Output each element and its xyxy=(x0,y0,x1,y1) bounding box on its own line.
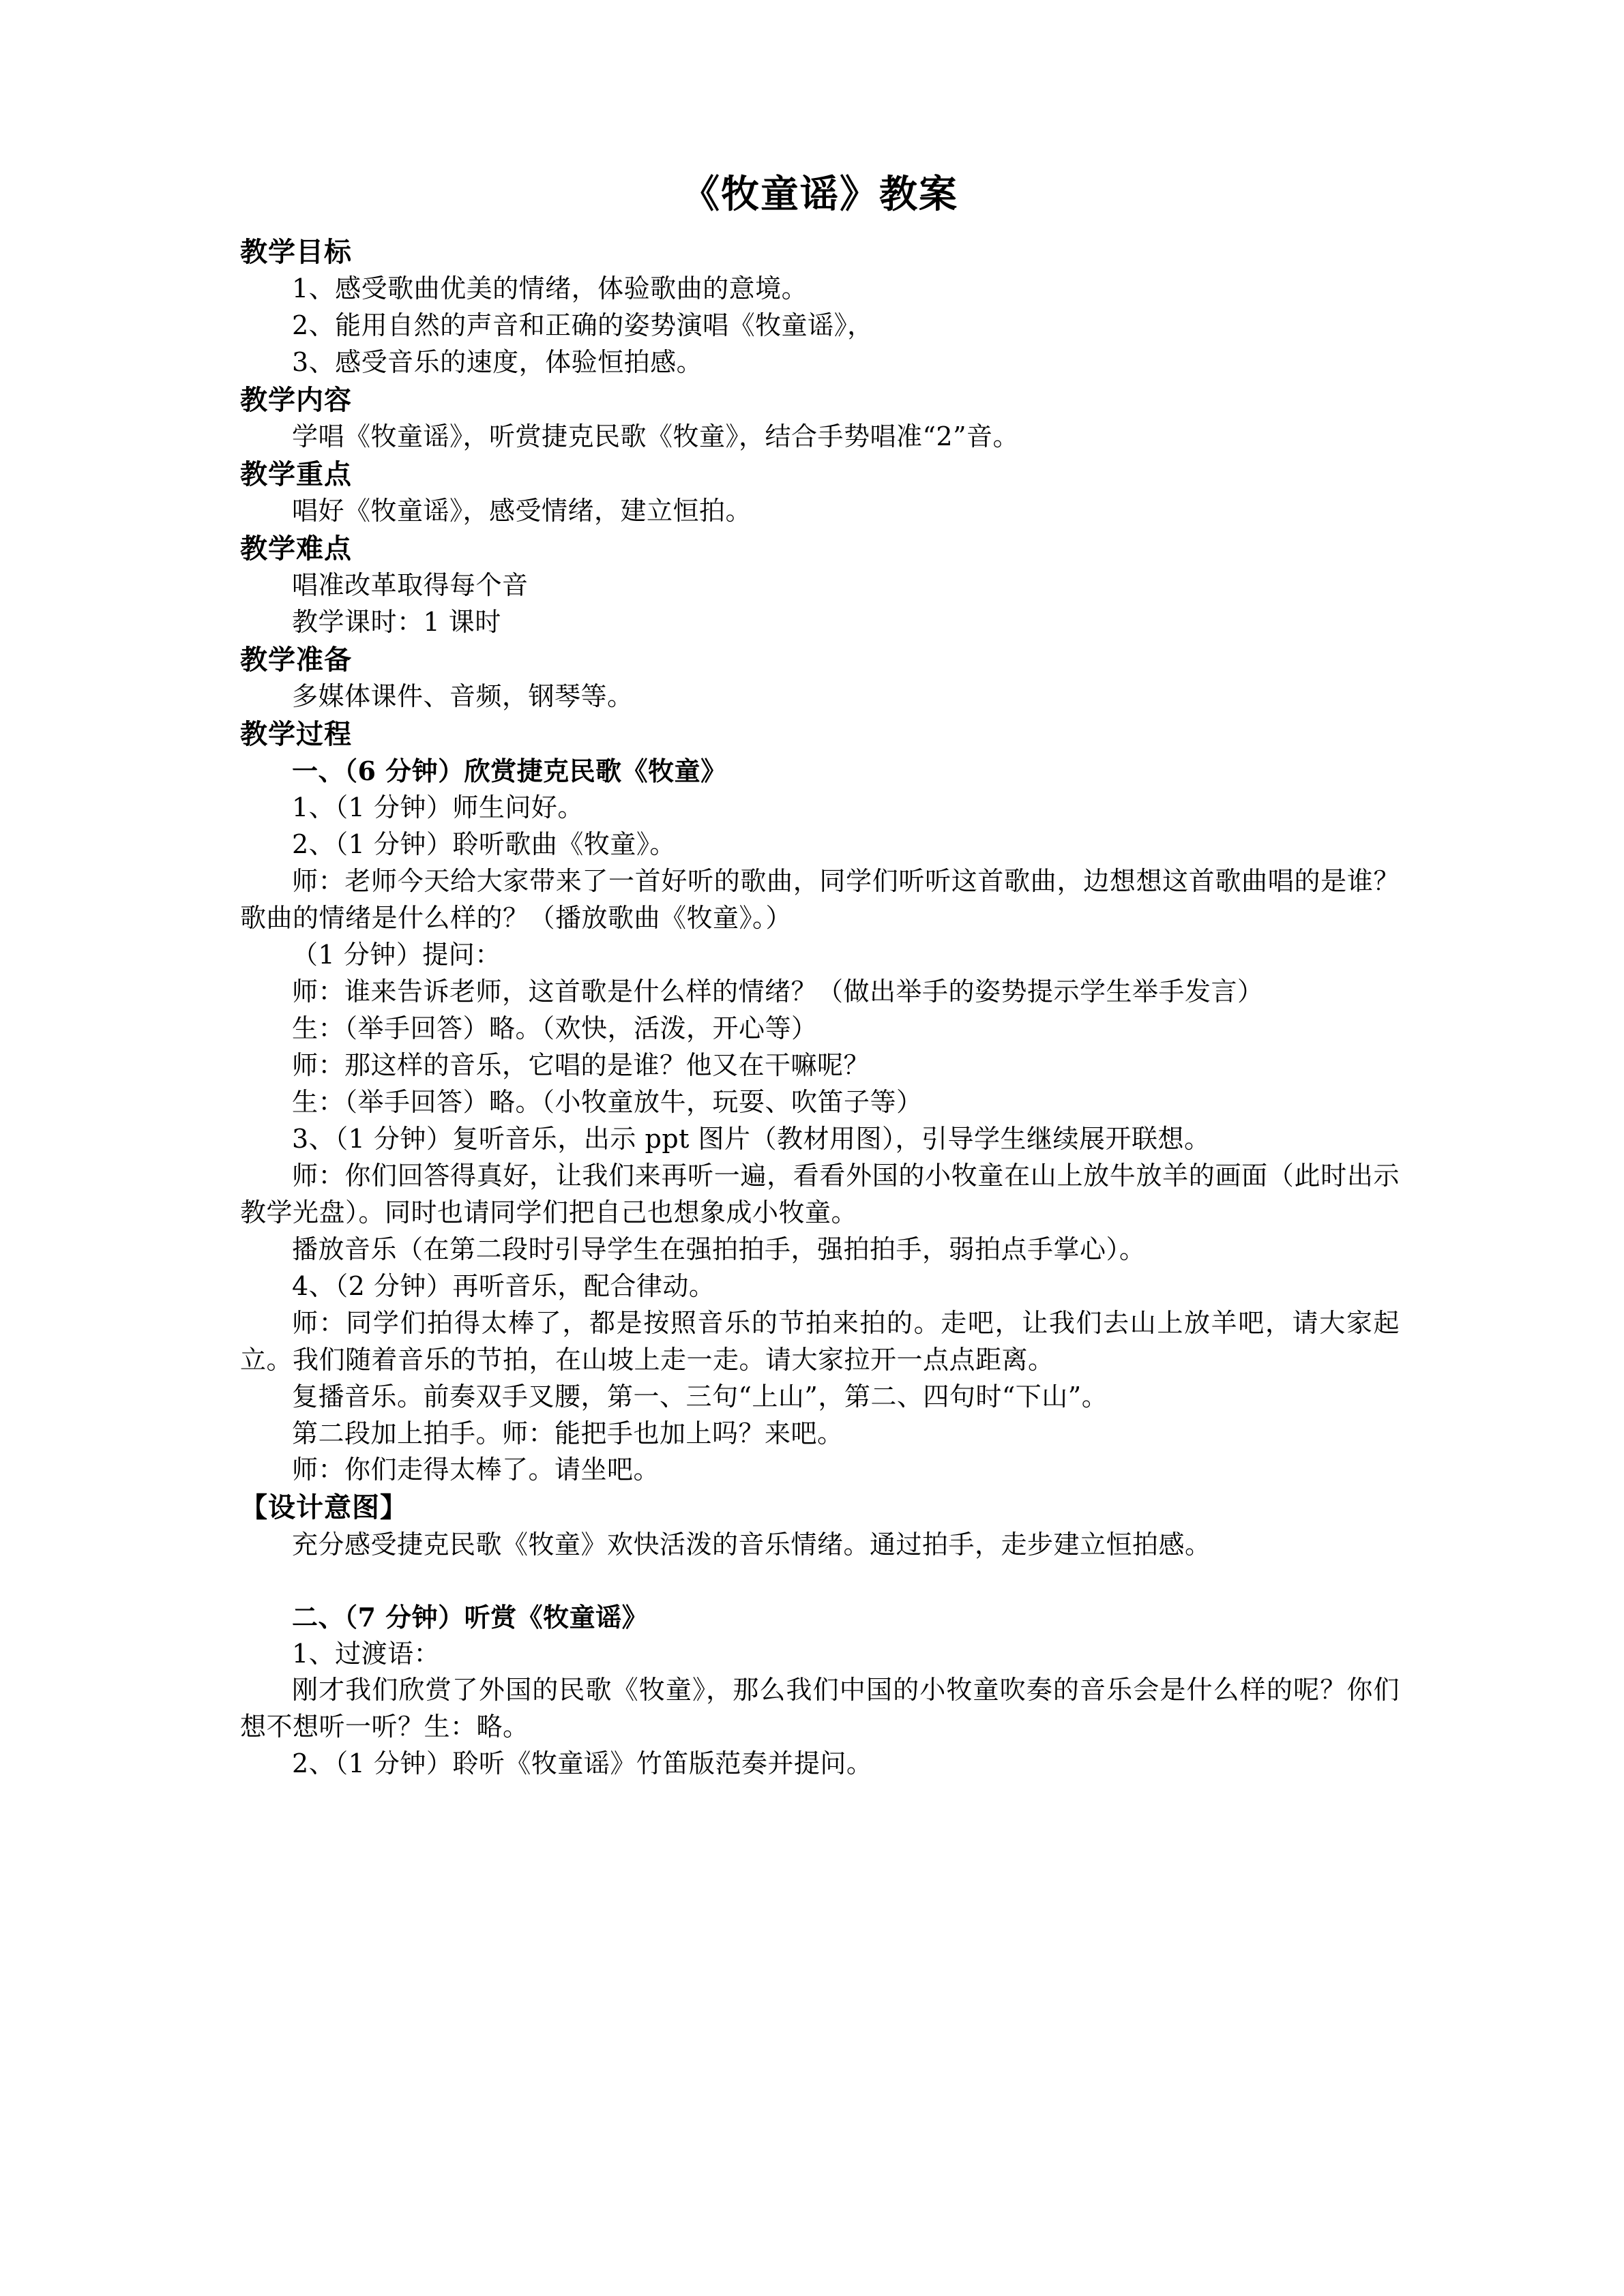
body-paragraph: 生：（举手回答）略。（小牧童放牛，玩耍、吹笛子等） xyxy=(292,1086,923,1117)
page-title: 《牧童谣》教案 xyxy=(681,172,958,217)
section-heading: 教学内容 xyxy=(240,383,352,416)
body-paragraph: 师：你们走得太棒了。请坐吧。 xyxy=(292,1455,660,1485)
body-paragraph: 师：你们回答得真好，让我们来再听一遍，看看外国的小牧童在山上放牛放羊的画面（此时出示教学光盘）。同时也请同学们把自己也想象成小牧童。 xyxy=(240,1160,1400,1227)
body-paragraph: 2、能用自然的声音和正确的姿势演唱《牧童谣》， xyxy=(292,310,874,340)
body-paragraph: 师：老师今天给大家带来了一首好听的歌曲，同学们听听这首歌曲，边想想这首歌曲唱的是谁？歌曲的情绪是什么样的？（播放歌曲《牧童》。） xyxy=(240,866,1400,934)
body-paragraph: 复播音乐。前奏双手叉腰，第一、三句“上山”，第二、四句时“下山”。 xyxy=(292,1381,1108,1412)
body-paragraph: 3、感受音乐的速度，体验恒拍感。 xyxy=(292,346,703,377)
body-paragraph: 唱准改革取得每个音 xyxy=(292,570,529,601)
body-paragraph: 师：那这样的音乐，它唱的是谁？他又在干嘛呢？ xyxy=(292,1049,870,1080)
body-paragraph: 教学课时：1 课时 xyxy=(292,607,501,638)
section-heading: 教学目标 xyxy=(240,235,352,268)
body-paragraph: 3、（1 分钟）复听音乐，出示 ppt 图片（教材用图），引导学生继续展开联想。 xyxy=(292,1123,1211,1154)
section-heading: 教学重点 xyxy=(240,458,352,490)
body-paragraph: 多媒体课件、音频，钢琴等。 xyxy=(292,681,634,712)
section-heading: 【设计意图】 xyxy=(240,1491,408,1524)
body-paragraph: 生：（举手回答）略。（欢快，活泼，开心等） xyxy=(292,1013,818,1044)
body-paragraph: 1、（1 分钟）师生问好。 xyxy=(292,792,584,823)
body-paragraph: （1 分钟）提问： xyxy=(292,940,501,970)
body-paragraph: 充分感受捷克民歌《牧童》欢快活泼的音乐情绪。通过拍手，走步建立恒拍感。 xyxy=(292,1529,1211,1560)
subsection-heading: 一、（6 分钟）欣赏捷克民歌《牧童》 xyxy=(292,756,727,787)
document-body xyxy=(240,233,1400,1783)
section-heading: 教学过程 xyxy=(240,718,352,751)
body-paragraph: 1、感受歌曲优美的情绪，体验歌曲的意境。 xyxy=(292,273,808,303)
body-paragraph: 第二段加上拍手。师：能把手也加上吗？来吧。 xyxy=(292,1418,844,1448)
body-paragraph: 播放音乐（在第二段时引导学生在强拍拍手，强拍拍手，弱拍点手掌心）。 xyxy=(292,1234,1146,1264)
blank-line xyxy=(240,1564,1400,1599)
body-paragraph: 师：谁来告诉老师，这首歌是什么样的情绪？（做出举手的姿势提示学生举手发言） xyxy=(292,976,1264,1007)
body-paragraph: 学唱《牧童谣》，听赏捷克民歌《牧童》，结合手势唱准“2”音。 xyxy=(292,421,1020,451)
body-paragraph: 2、（1 分钟）聆听《牧童谣》竹笛版范奏并提问。 xyxy=(292,1748,873,1779)
body-paragraph: 1、过渡语： xyxy=(292,1638,441,1669)
body-paragraph: 2、（1 分钟）聆听歌曲《牧童》。 xyxy=(292,829,676,860)
subsection-heading: 二、（7 分钟）听赏《牧童谣》 xyxy=(292,1601,649,1632)
section-heading: 教学难点 xyxy=(240,532,352,565)
body-paragraph: 唱好《牧童谣》，感受情绪，建立恒拍。 xyxy=(292,495,752,526)
section-heading: 教学准备 xyxy=(240,644,352,676)
body-paragraph: 师：同学们拍得太棒了，都是按照音乐的节拍来拍的。走吧，让我们去山上放羊吧，请大家起立。我们随着音乐的节拍，在山坡上走一走。请大家拉开一点点距离。 xyxy=(240,1307,1400,1375)
body-paragraph: 刚才我们欣赏了外国的民歌《牧童》，那么我们中国的小牧童吹奏的音乐会是什么样的呢？你们想不想听一听？生：略。 xyxy=(240,1675,1400,1742)
body-paragraph: 4、（2 分钟）再听音乐，配合律动。 xyxy=(292,1270,715,1301)
document-content xyxy=(240,169,1400,1783)
